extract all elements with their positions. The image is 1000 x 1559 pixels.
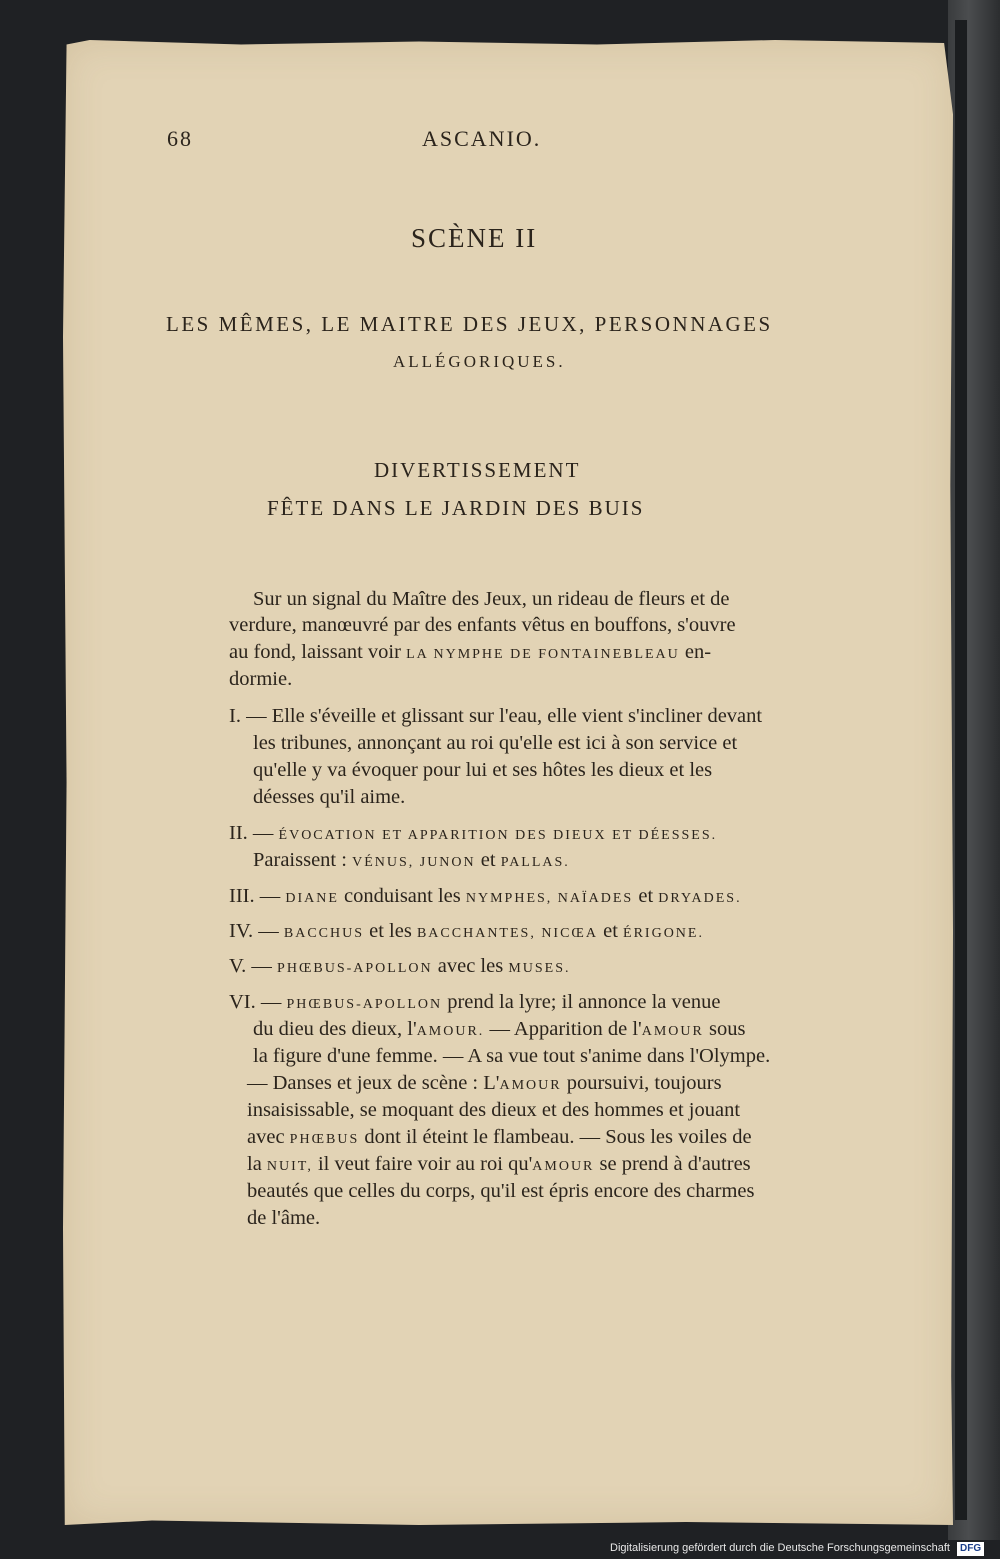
intro-line-3-text: au fond, laissant voir bbox=[229, 641, 401, 663]
item-2-goddesses: VÉNUS, JUNON bbox=[352, 855, 476, 870]
divertissement-heading: DIVERTISSEMENT bbox=[374, 458, 581, 482]
item-6-line-7-a: la bbox=[247, 1153, 262, 1175]
item-4-erigone: ÉRIGONE. bbox=[623, 926, 704, 941]
item-3-nymphes: NYMPHES, NAÏADES bbox=[465, 891, 634, 906]
item-2-line-2 bbox=[253, 849, 570, 872]
item-6-phoebus: PHŒBUS-APOLLON bbox=[286, 997, 443, 1012]
item-6-amour-4: AMOUR bbox=[532, 1159, 595, 1174]
item-6-line-9: de l'âme. bbox=[247, 1207, 321, 1229]
nymph-name: LA NYMPHE DE FONTAINEBLEAU bbox=[406, 647, 680, 662]
intro-line-2: verdure, manœuvré par des enfants vêtus en bouffons, s'ouvre bbox=[229, 614, 736, 636]
item-3 bbox=[229, 885, 742, 908]
item-4-conj: et bbox=[603, 920, 618, 942]
divertissement-subheading: FÊTE DANS LE JARDIN DES BUIS bbox=[267, 496, 645, 520]
item-4-bacchus: BACCHUS bbox=[283, 926, 365, 941]
characters-line-2: ALLÉGORIQUES. bbox=[393, 352, 566, 371]
item-6-line-8: beautés que celles du corps, qu'il est épris encore des charmes bbox=[247, 1180, 755, 1202]
item-6-numeral: VI. — bbox=[229, 991, 282, 1013]
item-6-line-6-a: avec bbox=[247, 1126, 285, 1148]
item-6-line-1 bbox=[229, 991, 720, 1014]
item-2-numeral: II. — bbox=[229, 822, 274, 844]
item-6-line-6-b: dont il éteint le flambeau. — Sous les voiles de bbox=[364, 1126, 752, 1148]
item-6-line-5: insaisissable, se moquant des dieux et des hommes et jouant bbox=[247, 1099, 741, 1121]
item-1-line-4: déesses qu'il aime. bbox=[253, 786, 406, 808]
item-2-conj: et bbox=[480, 849, 496, 871]
intro-line-3-end: en- bbox=[684, 641, 712, 663]
item-3-dryades: DRYADES. bbox=[658, 891, 742, 906]
intro-line-1: Sur un signal du Maître des Jeux, un rideau de fleurs et de bbox=[253, 588, 730, 610]
page-number: 68 bbox=[167, 126, 193, 151]
item-6-line-7-b: il veut faire voir au roi qu' bbox=[317, 1153, 533, 1175]
item-6-line-6 bbox=[247, 1126, 752, 1149]
item-4-numeral: IV. — bbox=[229, 920, 279, 942]
item-2-title: ÉVOCATION ET APPARITION DES DIEUX ET DÉESSES. bbox=[278, 828, 718, 843]
item-3-diane: DIANE bbox=[285, 891, 339, 906]
item-5 bbox=[229, 955, 571, 978]
running-title: ASCANIO. bbox=[422, 126, 542, 151]
item-2-pallas: PALLAS. bbox=[500, 855, 570, 870]
item-1-line-1: I. — Elle s'éveille et glissant sur l'eau, elle vient s'incliner devant bbox=[229, 705, 763, 727]
item-6-line-2-b: — Apparition de l' bbox=[489, 1018, 642, 1040]
item-6-line-2-a: du dieu des dieux, l' bbox=[253, 1018, 417, 1040]
item-6-line-4 bbox=[247, 1072, 722, 1095]
item-5-text: avec les bbox=[437, 955, 504, 977]
item-6-line-7-c: se prend à d'autres bbox=[599, 1153, 751, 1175]
item-5-numeral: V. — bbox=[229, 955, 272, 977]
item-1-line-2: les tribunes, annonçant au roi qu'elle est ici à son service et bbox=[253, 732, 738, 754]
item-6-line-2-c: sous bbox=[709, 1018, 746, 1040]
item-3-text: conduisant les bbox=[344, 885, 461, 907]
item-6-line-4-a: — Danses et jeux de scène : L' bbox=[247, 1072, 500, 1094]
page-stack-edge bbox=[955, 20, 967, 1520]
characters-line-1: LES MÊMES, LE MAITRE DES JEUX, PERSONNAGES bbox=[166, 312, 773, 336]
dfg-logo-icon: DFG bbox=[957, 1542, 984, 1556]
item-6-phoebus-2: PHŒBUS bbox=[289, 1132, 360, 1147]
item-4-text: et les bbox=[369, 920, 412, 942]
item-3-numeral: III. — bbox=[229, 885, 281, 907]
item-6-line-1-text: prend la lyre; il annonce la venue bbox=[447, 991, 721, 1013]
item-6-amour-1: AMOUR. bbox=[416, 1024, 485, 1039]
item-4 bbox=[229, 920, 704, 943]
item-1-line-3: qu'elle y va évoquer pour lui et ses hôtes les dieux et les bbox=[253, 759, 713, 781]
item-6-nuit: NUIT, bbox=[266, 1159, 313, 1174]
item-2-line-1 bbox=[229, 822, 717, 845]
item-6-amour-2: AMOUR bbox=[641, 1024, 704, 1039]
intro-line-3 bbox=[229, 641, 711, 664]
book-page bbox=[63, 40, 953, 1525]
item-6-line-2 bbox=[253, 1018, 745, 1041]
item-6-amour-3: AMOUR bbox=[499, 1078, 562, 1093]
item-4-bacchantes: BACCHANTES, NICŒA bbox=[416, 926, 598, 941]
item-6-line-7 bbox=[247, 1153, 751, 1176]
scene-title: SCÈNE II bbox=[411, 223, 538, 253]
intro-line-4: dormie. bbox=[229, 668, 293, 690]
item-5-muses: MUSES. bbox=[508, 961, 571, 976]
item-6-line-3: la figure d'une femme. — A sa vue tout s'anime dans l'Olympe. bbox=[253, 1045, 771, 1067]
item-5-phoebus: PHŒBUS-APOLLON bbox=[277, 961, 433, 976]
digitization-credit bbox=[610, 1538, 1000, 1558]
item-2-appear-text: Paraissent : bbox=[253, 849, 347, 871]
item-3-conj: et bbox=[638, 885, 654, 907]
credit-text: Digitalisierung gefördert durch die Deutsche Forschungsgemeinschaft bbox=[610, 1542, 950, 1554]
item-6-line-4-b: poursuivi, toujours bbox=[566, 1072, 722, 1094]
